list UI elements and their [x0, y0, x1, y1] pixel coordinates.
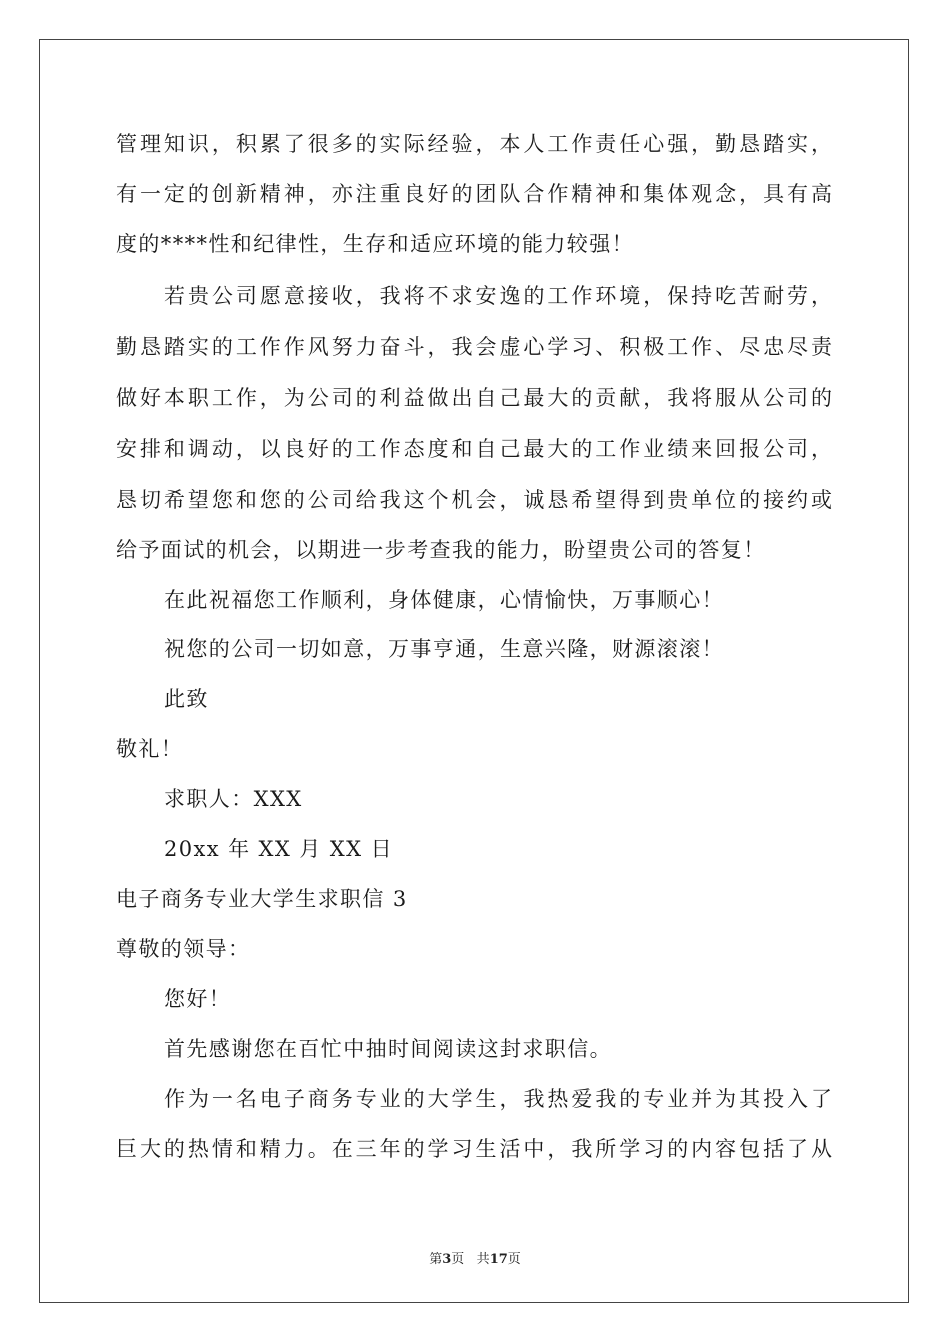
- paragraph-line: 做好本职工作，为公司的利益做出自己最大的贡献，我将服从公司的: [116, 386, 832, 410]
- paragraph-line: 安排和调动，以良好的工作态度和自己最大的工作业绩来回报公司，: [116, 437, 832, 461]
- paragraph-line: 作为一名电子商务专业的大学生，我热爱我的专业并为其投入了: [164, 1087, 832, 1111]
- footer-total-suffix: 页: [507, 1252, 521, 1267]
- paragraph-line: 若贵公司愿意接收，我将不求安逸的工作环境，保持吃苦耐劳，: [164, 284, 832, 308]
- letter-date: 20xx 年 XX 月 XX 日: [164, 837, 393, 861]
- closing-regards: 敬礼！: [116, 737, 184, 761]
- footer-page-suffix: 页: [451, 1252, 465, 1267]
- greeting-hello: 您好！: [164, 987, 232, 1011]
- paragraph-line: 度的****性和纪律性，生存和适应环境的能力较强！: [116, 232, 634, 256]
- footer-total-prefix: 共: [476, 1252, 490, 1267]
- greeting: 尊敬的领导：: [116, 937, 251, 961]
- closing-salutation: 此致: [164, 687, 209, 711]
- paragraph-line: 有一定的创新精神，亦注重良好的团队合作精神和集体观念，具有高: [116, 182, 832, 206]
- paragraph-line: 在此祝福您工作顺利，身体健康，心情愉快，万事顺心！: [164, 588, 724, 612]
- applicant-name: 求职人：XXX: [164, 787, 303, 811]
- section-title: 电子商务专业大学生求职信 3: [116, 887, 408, 911]
- footer-total-pages: 17: [489, 1252, 508, 1267]
- paragraph-line: 祝您的公司一切如意，万事亨通，生意兴隆，财源滚滚！: [164, 637, 724, 661]
- paragraph-line: 巨大的热情和精力。在三年的学习生活中，我所学习的内容包括了从: [116, 1137, 832, 1161]
- paragraph-line: 勤恳踏实的工作作风努力奋斗，我会虚心学习、积极工作、尽忠尽责: [116, 335, 832, 359]
- paragraph-line: 给予面试的机会，以期进一步考查我的能力，盼望贵公司的答复！: [116, 538, 766, 562]
- footer-page-number: 3: [442, 1252, 452, 1267]
- page-footer: [0, 1248, 950, 1267]
- paragraph-line: 首先感谢您在百忙中抽时间阅读这封求职信。: [164, 1037, 612, 1061]
- paragraph-line: 管理知识，积累了很多的实际经验，本人工作责任心强，勤恳踏实，: [116, 132, 832, 156]
- paragraph-line: 恳切希望您和您的公司给我这个机会，诚恳希望得到贵单位的接约或: [116, 488, 832, 512]
- footer-prefix: 第: [429, 1252, 443, 1267]
